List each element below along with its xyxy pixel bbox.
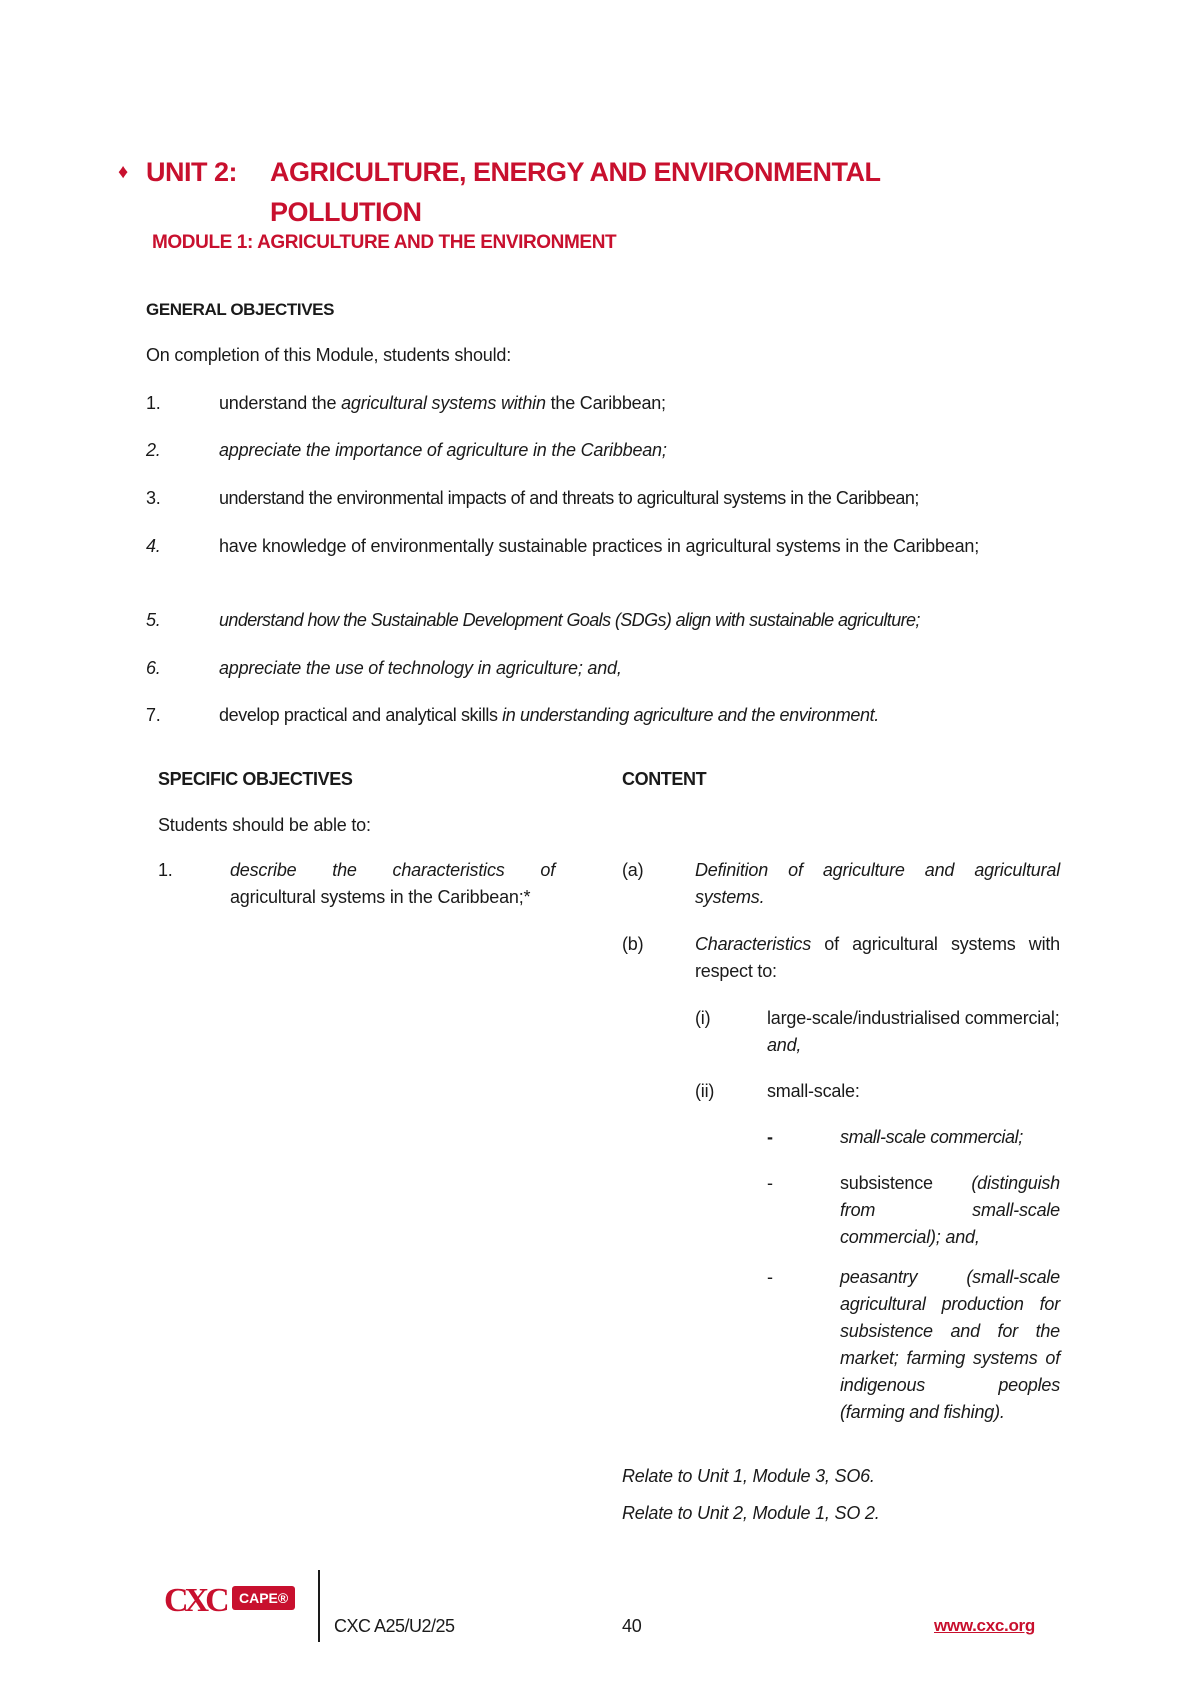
content-i-plain: large-scale/industrialised commercial; <box>767 1008 1060 1028</box>
dash-bullet-icon: - <box>767 1173 773 1193</box>
content-label-b: (b) <box>622 934 644 954</box>
specific-objectives-heading: SPECIFIC OBJECTIVES <box>158 769 353 789</box>
objective-text: understand how the Sustainable Development Goals (SDGs) align with sustainable agriculture; <box>219 610 920 630</box>
unit-title-line2: POLLUTION <box>270 197 422 227</box>
general-objectives-intro: On completion of this Module, students should: <box>146 345 512 365</box>
objective-text: the Caribbean; <box>545 393 666 413</box>
objective-number: 3. <box>146 488 161 508</box>
objective-number: 6. <box>146 658 161 678</box>
diamond-bullet-icon: ♦ <box>118 161 128 183</box>
dash-bullet-icon: - <box>767 1267 773 1287</box>
content-b-text <box>695 931 1060 985</box>
specific-objective-italic: describe the characteristics of <box>230 860 555 880</box>
objective-number: 1. <box>146 393 161 413</box>
objective-text-italic: in understanding agriculture and the environment. <box>502 705 879 725</box>
content-dash-2 <box>840 1170 1060 1251</box>
content-label-a: (a) <box>622 860 644 880</box>
objective-number: 5. <box>146 610 161 630</box>
objective-text: appreciate the use of technology in agriculture; and, <box>219 658 622 678</box>
objective-text-italic: agricultural systems within <box>341 393 546 413</box>
content-ii-text: small-scale: <box>767 1081 860 1101</box>
content-dash-2-italic: (distinguish from small-scale commercial); and, <box>840 1173 1060 1247</box>
objective-number: 4. <box>146 536 161 556</box>
content-a-text: Definition of agriculture and agricultural systems. <box>695 860 1060 907</box>
specific-objective-number: 1. <box>158 860 173 880</box>
content-i-text <box>767 1005 1060 1059</box>
objective-number: 2. <box>146 440 161 460</box>
specific-objective-1 <box>230 857 555 911</box>
objective-text: understand the <box>219 393 342 413</box>
cxc-logo-text: CXC <box>164 1582 226 1619</box>
website-link[interactable]: www.cxc.org <box>934 1616 1035 1635</box>
footer-divider <box>318 1570 320 1642</box>
footer-code: CXC A25/U2/25 <box>334 1616 455 1636</box>
content-dash-2-plain: subsistence <box>840 1173 972 1193</box>
relate-note-2: Relate to Unit 2, Module 1, SO 2. <box>622 1503 880 1523</box>
content-heading: CONTENT <box>622 769 707 789</box>
unit-title-line1: AGRICULTURE, ENERGY AND ENVIRONMENTAL <box>270 157 881 187</box>
cape-badge: CAPE® <box>232 1586 295 1610</box>
objective-text: have knowledge of environmentally sustainable practices in agricultural systems in the Caribbean; <box>219 536 980 556</box>
content-dash-3: peasantry (small-scale agricultural production for subsistence and for the market; farming systems of indigenous peoples (farming and fishing). <box>840 1267 1060 1422</box>
page-number: 40 <box>622 1616 642 1636</box>
content-dash-1: small-scale commercial; <box>840 1127 1023 1147</box>
objective-text: appreciate the importance of agriculture in the Caribbean; <box>219 440 667 460</box>
objective-number: 7. <box>146 705 161 725</box>
cxc-logo <box>164 1578 324 1628</box>
content-i-italic: and, <box>767 1035 802 1055</box>
general-objectives-heading: GENERAL OBJECTIVES <box>146 300 335 319</box>
objective-text: understand the environmental impacts of and threats to agricultural systems in the Caribbean; <box>219 488 919 508</box>
specific-objectives-intro: Students should be able to: <box>158 815 371 835</box>
content-label-i: (i) <box>695 1008 711 1028</box>
relate-note-1: Relate to Unit 1, Module 3, SO6. <box>622 1466 875 1486</box>
dash-bullet-icon: - <box>767 1127 773 1147</box>
content-b-plain: of agricultural systems with respect to: <box>695 934 1060 981</box>
unit-label: UNIT 2: <box>146 157 237 187</box>
content-label-ii: (ii) <box>695 1081 715 1101</box>
content-b-italic: Characteristics <box>695 934 812 954</box>
specific-objective-plain: agricultural systems in the Caribbean;* <box>230 887 531 907</box>
module-title: MODULE 1: AGRICULTURE AND THE ENVIRONMENT <box>152 232 617 253</box>
objective-text: develop practical and analytical skills <box>219 705 503 725</box>
